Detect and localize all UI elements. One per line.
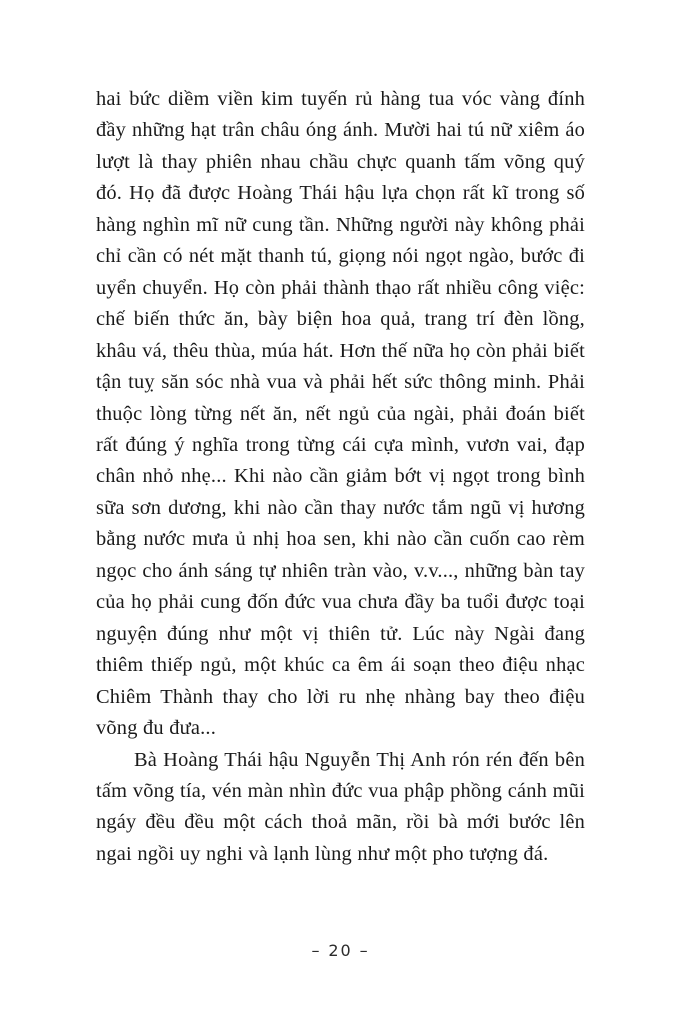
page-number: – 20 – [311, 941, 370, 960]
page-body-text [96, 84, 585, 870]
paragraph-continuation: hai bức diềm viền kim tuyến rủ hàng tua vóc vàng đính đầy những hạt trân châu óng ánh. Mười hai tú nữ xiêm áo lượt là thay phiên nhau chầu chực quanh tấm võng quý đó. Họ đã được Hoàng Thái hậu lựa chọn rất kĩ trong số hàng nghìn mĩ nữ cung tần. Những người này không phải chỉ cần có nét mặt thanh tú, giọng nói ngọt ngào, bước đi uyển chuyển. Họ còn phải thành thạo rất nhiều công việc: chế biến thức ăn, bày biện hoa quả, trang trí đèn lồng, khâu vá, thêu thùa, múa hát. Hơn thế nữa họ còn phải biết tận tuỵ săn sóc nhà vua và phải hết sức thông minh. Phải thuộc lòng từng nết ăn, nết ngủ của ngài, phải đoán biết rất đúng ý nghĩa trong từng cái cựa mình, vươn vai, đạp chân nhỏ nhẹ... Khi nào cần giảm bớt vị ngọt trong bình sữa sơn dương, khi nào cần thay nước tắm ngũ vị hương bằng nước mưa ủ nhị hoa sen, khi nào cần cuốn cao rèm ngọc cho ánh sáng tự nhiên tràn vào, v.v..., những bàn tay của họ phải cung đốn đức vua chưa đầy ba tuổi được toại nguyện đúng như một vị thiên tử. Lúc này Ngài đang thiêm thiếp ngủ, một khúc ca êm ái soạn theo điệu nhạc Chiêm Thành thay cho lời ru nhẹ nhàng bay theo điệu võng đu đưa... [96, 88, 585, 740]
page-footer [0, 941, 681, 961]
paragraph-second: Bà Hoàng Thái hậu Nguyễn Thị Anh rón rén đến bên tấm võng tía, vén màn nhìn đức vua phập phồng cánh mũi ngáy đều đều một cách thoả mãn, rồi bà mới bước lên ngai ngồi uy nghi và lạnh lùng như một pho tượng đá. [96, 748, 585, 865]
